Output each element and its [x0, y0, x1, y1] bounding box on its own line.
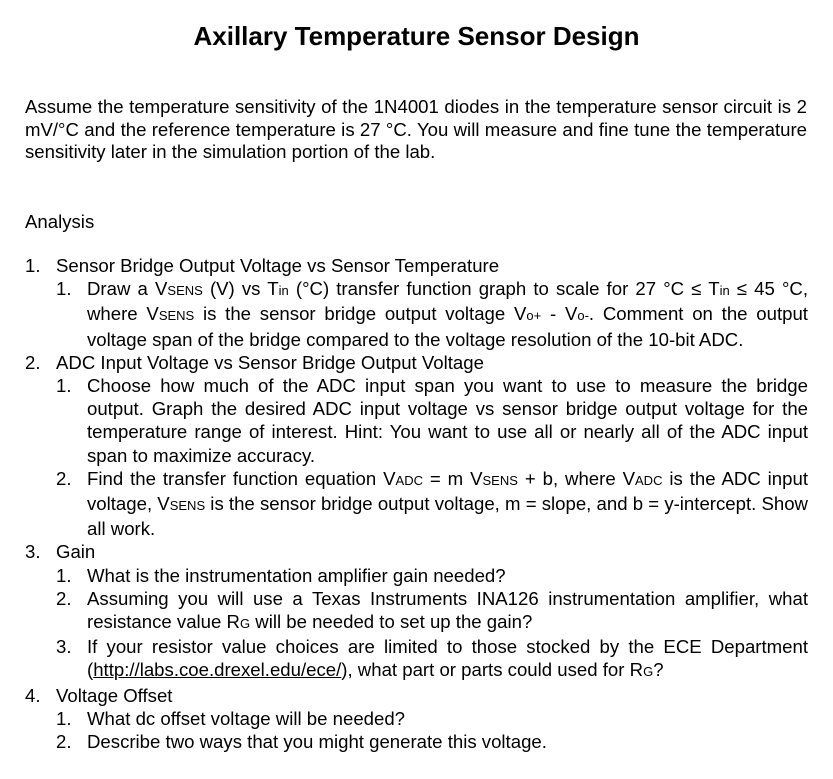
sub-item-4-2 — [25, 730, 808, 753]
list-item-3 — [25, 540, 808, 563]
sub-item-number: 1. — [56, 375, 72, 397]
sub-item-number: 2. — [56, 467, 72, 489]
sub-item-text: If your resistor value choices are limited to those stocked by the ECE Department (http://labs.coe.drexel.edu/ece/), what part or parts could used for RG? — [87, 636, 808, 681]
sub-item-1-1 — [25, 277, 808, 351]
sub-item-2-2 — [25, 467, 808, 541]
sub-item-text: Choose how much of the ADC input span you want to use to measure the bridge output. Graph the desired ADC input voltage vs sensor bridge output voltage for the temperature range of interest. Hint: You want to use all or nearly all of the ADC input span to maximize accuracy. — [87, 375, 808, 466]
sub-item-number: 1. — [56, 564, 72, 586]
item-number: 2. — [25, 351, 41, 373]
item-label: ADC Input Voltage vs Sensor Bridge Output Voltage — [56, 351, 484, 373]
sub-item-2-1 — [25, 374, 808, 467]
item-label: Gain — [56, 541, 96, 563]
sub-item-number: 3. — [56, 636, 72, 658]
item-label: Voltage Offset — [56, 684, 173, 706]
intro-paragraph: Assume the temperature sensitivity of the 1N4001 diodes in the temperature sensor circuit is 2 mV/°C and the reference temperature is 27 °C. You will measure and fine tune the temperature sensitivity later in the simulation portion of the lab. — [25, 96, 807, 162]
item-label: Sensor Bridge Output Voltage vs Sensor Temperature — [56, 255, 500, 276]
sub-item-3-1 — [25, 564, 808, 587]
page-title: Axillary Temperature Sensor Design — [193, 21, 640, 51]
sub-item-text: Assuming you will use a Texas Instruments INA126 instrumentation amplifier, what resistance value RG will be needed to set up the gain? — [87, 587, 808, 633]
sub-item-text: What dc offset voltage will be needed? — [87, 707, 406, 729]
sub-item-3-3 — [25, 635, 808, 683]
list-item-1 — [25, 254, 808, 277]
sub-item-number: 1. — [56, 707, 72, 729]
item-number: 1. — [25, 255, 41, 276]
item-number: 3. — [25, 541, 41, 563]
sub-item-number: 2. — [56, 731, 72, 753]
sub-item-text: Draw a VSENS (V) vs Tin (°C) transfer function graph to scale for 27 °C ≤ Tin ≤ 45 °C, where VSENS is the sensor bridge output voltage Vo+ - Vo-. Comment on the output voltage span of the bridge compared to the voltage resolution of the 10-bit ADC. — [87, 278, 809, 350]
item-number: 4. — [25, 684, 41, 706]
sub-item-4-1 — [25, 707, 808, 730]
sub-item-3-2 — [25, 587, 808, 635]
analysis-list — [25, 254, 808, 753]
list-item-2 — [25, 351, 808, 374]
sub-item-number: 1. — [56, 278, 72, 300]
sub-item-text: What is the instrumentation amplifier gain needed? — [87, 564, 506, 586]
sub-item-text: Find the transfer function equation VADC = m VSENS + b, where VADC is the ADC input voltage, VSENS is the sensor bridge output voltage, m = slope, and b = y-intercept. Show all work. — [87, 467, 808, 540]
sub-item-number: 2. — [56, 587, 72, 609]
list-item-4 — [25, 684, 808, 707]
analysis-heading: Analysis — [25, 211, 95, 232]
sub-item-text: Describe two ways that you might generate this voltage. — [87, 731, 547, 753]
ece-department-link[interactable]: http://labs.coe.drexel.edu/ece/ — [93, 659, 342, 681]
